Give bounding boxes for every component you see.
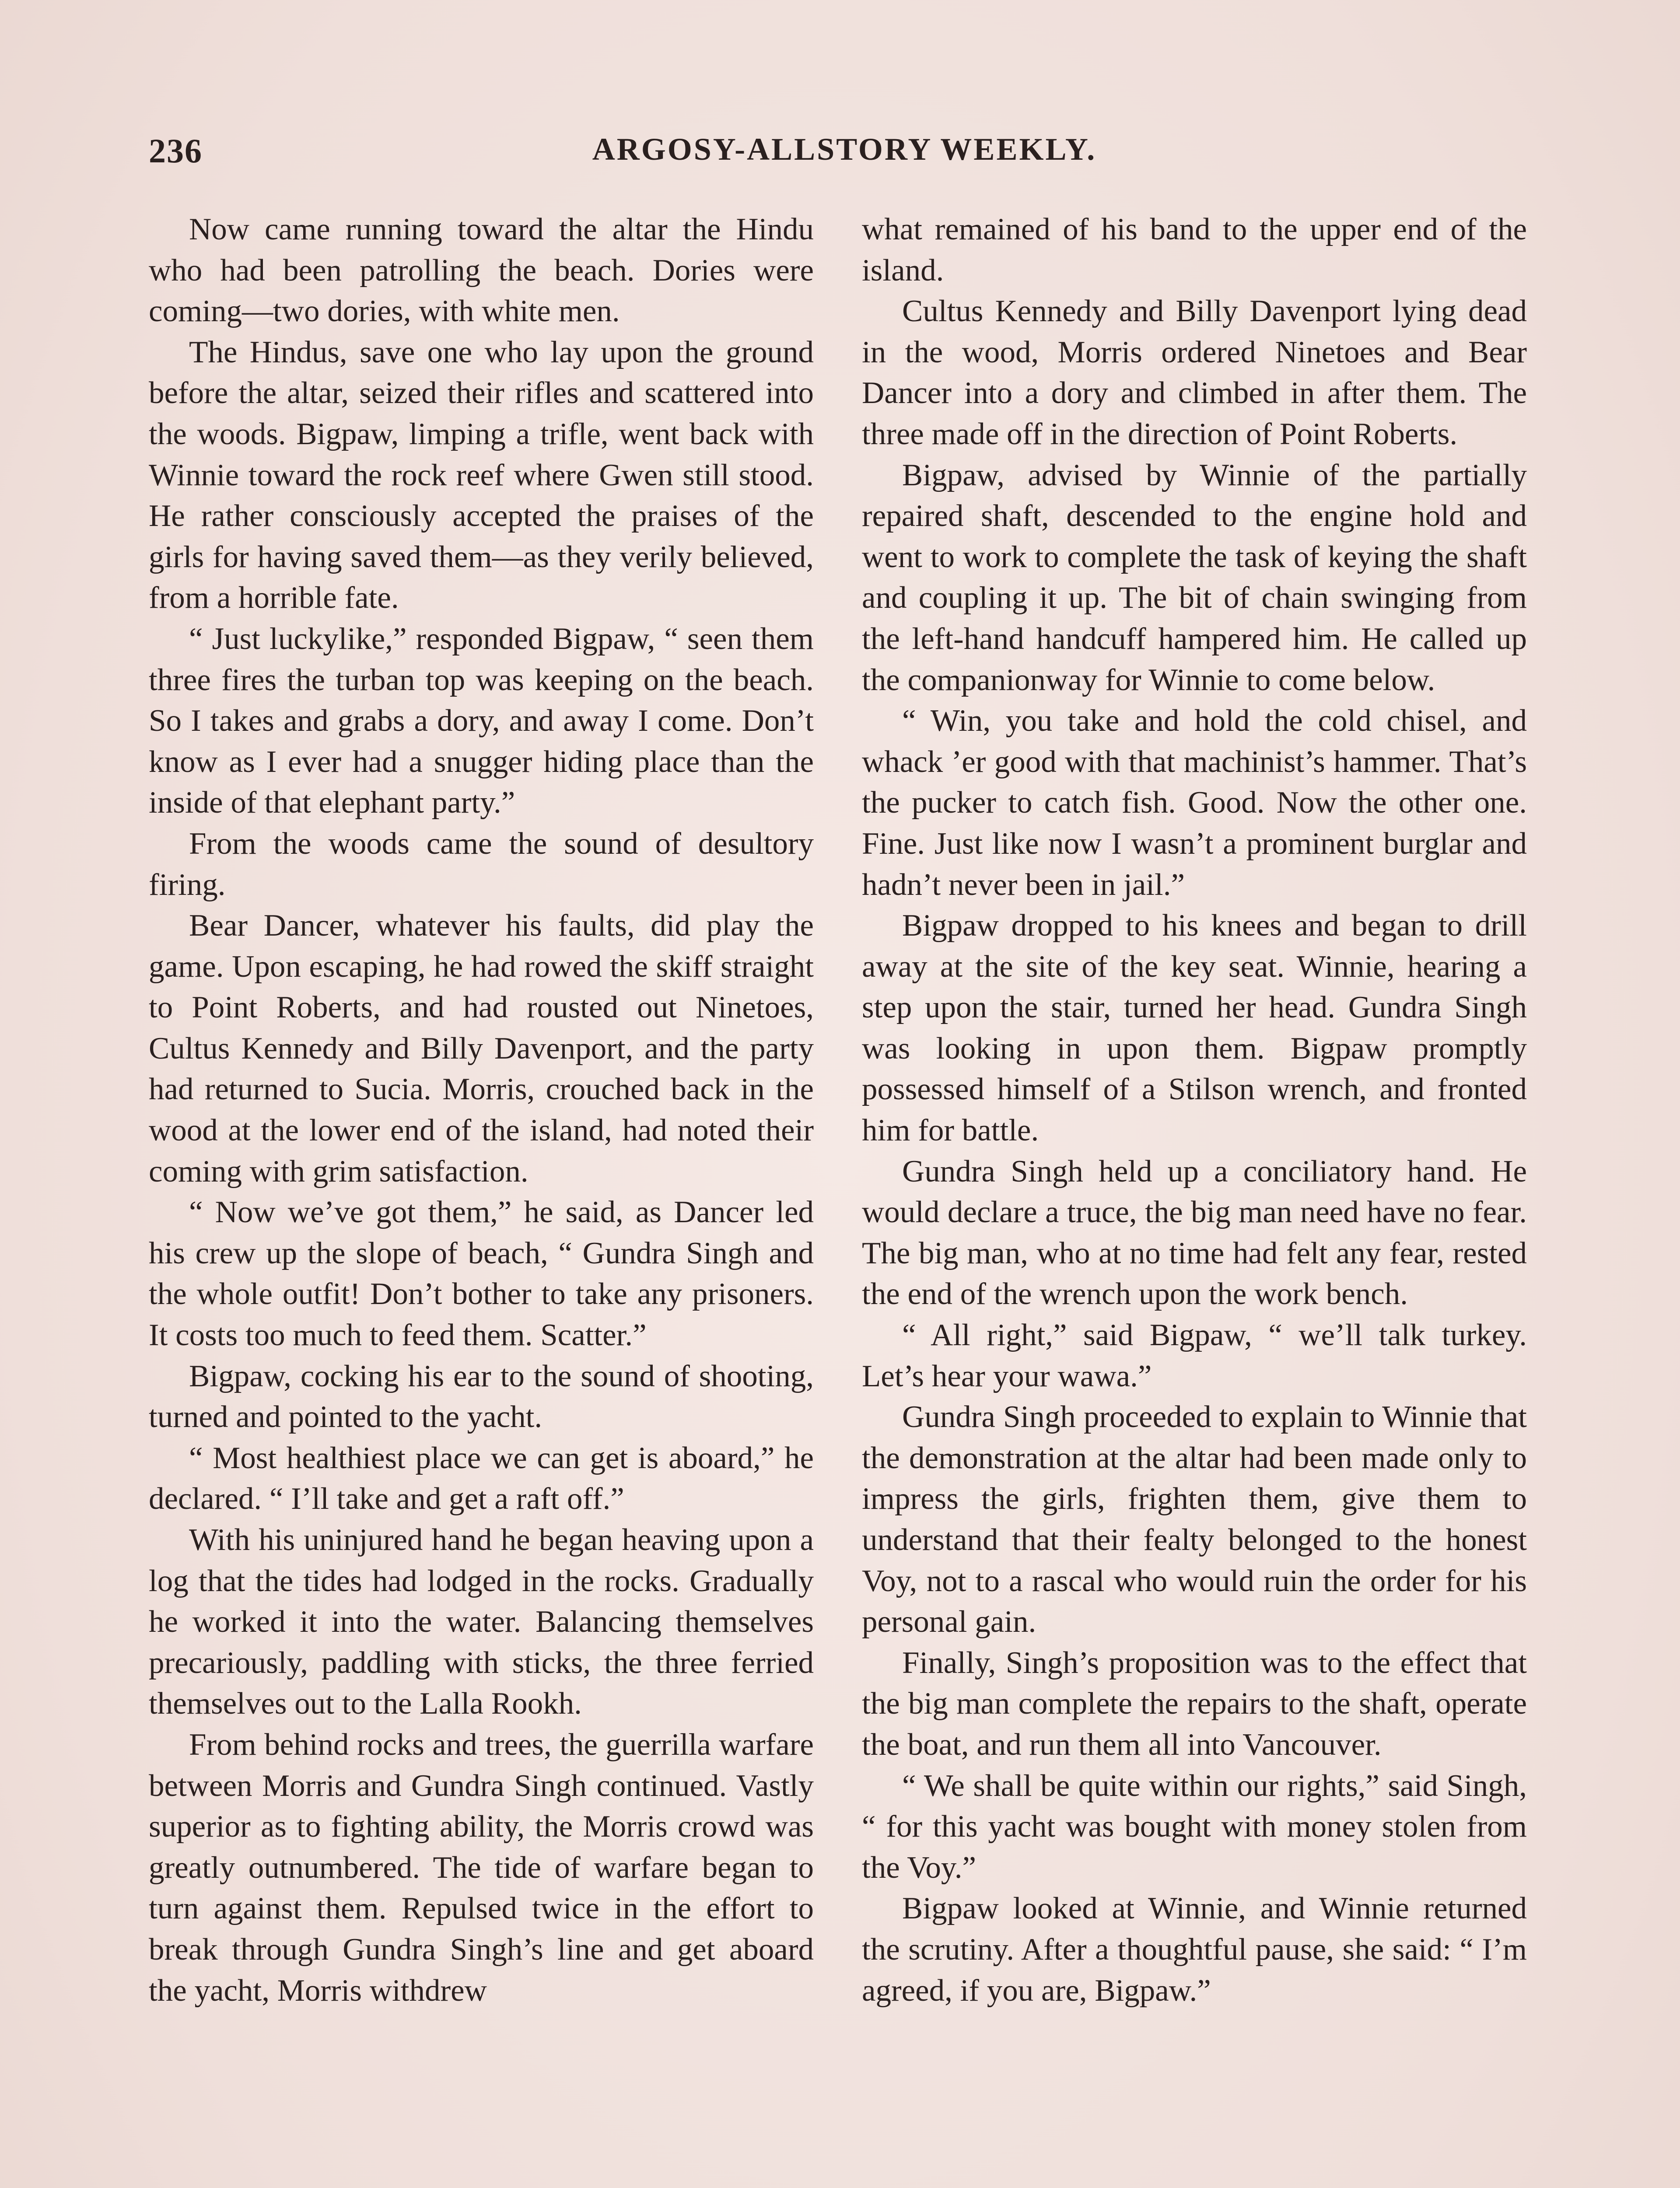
paragraph: Bigpaw looked at Winnie, and Winnie returned the scrutiny. After a thoughtful pause, she said: “ I’m agreed, if you are, Bigpaw.” — [862, 1891, 1527, 2008]
paragraph: “ Most healthiest place we can get is aboard,” he declared. “ I’ll take and get a raft off.” — [149, 1441, 814, 1516]
paragraph: Bear Dancer, whatever his faults, did play the game. Upon escaping, he had rowed the skiff straight to Point Roberts, and had rousted out Ninetoes, Cultus Kennedy and Billy Davenport, and the party had returned to Sucia. Morris, crouched back in the wood at the lower end of the island, had noted their coming with grim satisfaction. — [149, 908, 814, 1189]
paragraph: “ We shall be quite within our rights,” said Singh, “ for this yacht was bought with money stolen from the Voy.” — [862, 1768, 1527, 1885]
paragraph: The Hindus, save one who lay upon the ground before the altar, seized their rifles and scattered into the woods. Bigpaw, limping a trifle, went back with Winnie toward the rock reef where Gwen still stood. He rather consciously accepted the praises of the girls for having saved them—as they verily believed, from a horrible fate. — [149, 335, 814, 615]
paragraph: From the woods came the sound of desultory firing. — [149, 826, 814, 902]
paragraph: “ All right,” said Bigpaw, “ we’ll talk turkey. Let’s hear your wawa.” — [862, 1318, 1527, 1393]
left-column — [149, 209, 814, 2011]
paragraph: “ Now we’ve got them,” he said, as Dancer led his crew up the slope of beach, “ Gundra Singh and the whole outfit! Don’t bother to take any prisoners. It costs too much to feed them. Scatter.” — [149, 1195, 814, 1353]
paragraph: “ Win, you take and hold the cold chisel, and whack ’er good with that machinist’s hammer. That’s the pucker to catch fish. Good. Now the other one. Fine. Just like now I wasn’t a prominent burglar and hadn’t never been in jail.” — [862, 704, 1527, 902]
paragraph: Cultus Kennedy and Billy Davenport lying dead in the wood, Morris ordered Ninetoes and Bear Dancer into a dory and climbed in after them. The three made off in the direction of Point Roberts. — [862, 294, 1527, 451]
paragraph: With his uninjured hand he began heaving upon a log that the tides had lodged in the rocks. Gradually he worked it into the water. Balancing themselves precariously, paddling with sticks, the three ferried themselves out to the Lalla Rookh. — [149, 1523, 814, 1721]
page-header — [149, 131, 1540, 184]
paragraph: Gundra Singh held up a conciliatory hand. He would declare a truce, the big man need have no fear. The big man, who at no time had felt any fear, rested the end of the wrench upon the work bench. — [862, 1154, 1527, 1311]
paragraph: “ Just luckylike,” responded Bigpaw, “ seen them three fires the turban top was keeping on the beach. So I takes and grabs a dory, and away I come. Don’t know as I ever had a snugger hiding place than the inside of that elephant party.” — [149, 621, 814, 820]
paragraph: Bigpaw, advised by Winnie of the partially repaired shaft, descended to the engine hold and went to work to complete the task of keying the shaft and coupling it up. The bit of chain swinging from the left-hand handcuff hampered him. He called up the companionway for Winnie to come below. — [862, 458, 1527, 697]
paragraph: Finally, Singh’s proposition was to the effect that the big man complete the repairs to the shaft, operate the boat, and run them all into Vancouver. — [862, 1645, 1527, 1762]
paragraph: Now came running toward the altar the Hindu who had been patrolling the beach. Dories were coming—two dories, with white men. — [149, 212, 814, 329]
paragraph: Gundra Singh proceeded to explain to Winnie that the demonstration at the altar had been made only to impress the girls, frighten them, give them to understand that their fealty belonged to the honest Voy, not to a rascal who would ruin the order for his personal gain. — [862, 1400, 1527, 1639]
paragraph: From behind rocks and trees, the guerrilla warfare between Morris and Gundra Singh continued. Vastly superior as to fighting ability, the Morris crowd was greatly outnumbered. The tide of warfare began to turn against them. Repulsed twice in the effort to break through Gundra Singh’s line and get aboard the yacht, Morris withdrew — [149, 1727, 814, 2008]
right-column — [862, 209, 1527, 2011]
paragraph: Bigpaw dropped to his knees and began to drill away at the site of the key seat. Winnie, hearing a step upon the stair, turned her head. Gundra Singh was looking in upon them. Bigpaw promptly possessed himself of a Stilson wrench, and fronted him for battle. — [862, 908, 1527, 1148]
running-title: ARGOSY-ALLSTORY WEEKLY. — [592, 132, 1097, 167]
paragraph-continuation: what remained of his band to the upper end of the island. — [862, 212, 1527, 288]
page-number: 236 — [149, 132, 203, 170]
paragraph: Bigpaw, cocking his ear to the sound of shooting, turned and pointed to the yacht. — [149, 1359, 814, 1434]
